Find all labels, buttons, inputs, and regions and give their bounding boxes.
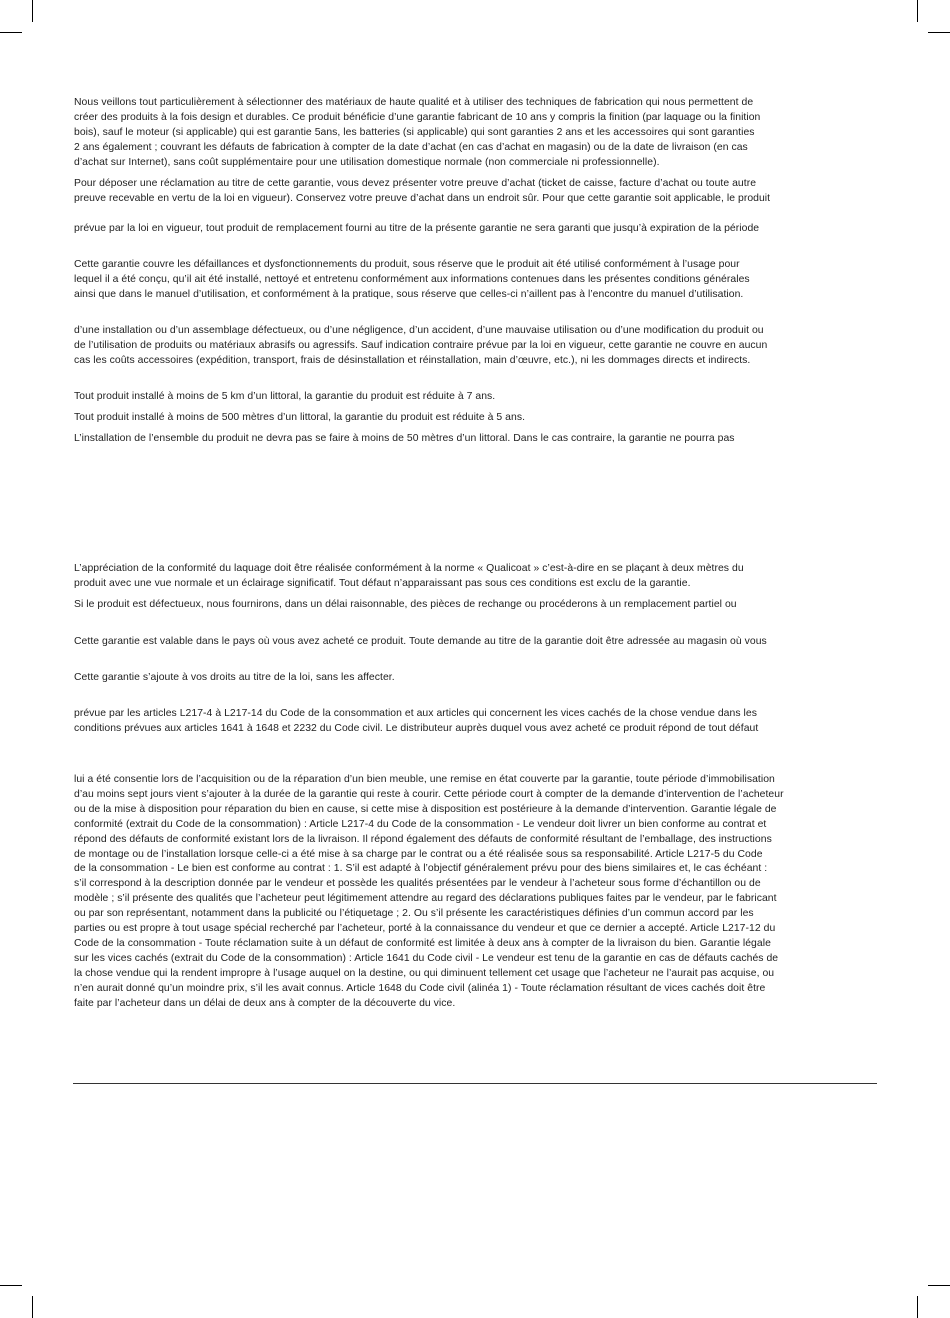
paragraph-line: conformité (extrait du Code de la consommation) : Article L217-4 du Code de la consommation - Le vendeur doit livrer un bien conforme au contrat et [74, 818, 767, 830]
paragraph [74, 324, 880, 369]
paragraph-line: d’achat sur Internet), sans coût supplémentaire pour une utilisation domestique normale (non commerciale ni professionnelle). [74, 156, 660, 168]
paragraph-line: d’au moins sept jours vient s’ajouter à la durée de la garantie qui reste à courir. Cette période court à compter de la demande d’intervention de l’acheteur [74, 788, 784, 800]
paragraph-line: Nous veillons tout particulièrement à sélectionner des matériaux de haute qualité et à utiliser des techniques de fabrication qui nous permettent de [74, 97, 754, 108]
paragraph [74, 222, 880, 237]
paragraph-line: Pour déposer une réclamation au titre de cette garantie, vous devez présenter votre preuve d’achat (ticket de caisse, facture d’achat ou toute autre [74, 178, 757, 189]
footer-rule [73, 1083, 877, 1084]
paragraph-line: répond des défauts de conformité existant lors de la livraison. Il répond également des défauts de conformité résultant de l’emballage, des instructions [74, 833, 772, 845]
crop-mark [917, 1296, 918, 1318]
paragraph-line: 2 ans également ; couvrant les défauts de fabrication à compter de la date d’achat (en cas d’achat en magasin) ou de la date de livraison (en cas [74, 141, 748, 153]
paragraph-line: Si le produit est défectueux, nous fournirons, dans un délai raisonnable, des pièces de rechange ou procéderons à un remplacement partiel ou [74, 599, 737, 610]
paragraph-line: Cette garantie s’ajoute à vos droits au titre de la loi, sans les affecter. [74, 672, 395, 683]
paragraph-line: la chose vendue qui la rendent impropre à l’usage auquel on la destine, ou qui diminuent tellement cet usage que l’acheteur ne l’aurait pas acquise, ou [74, 967, 775, 979]
paragraph-line: parties ou est propre à tout usage spécial recherché par l’acheteur, porté à la connaissance du vendeur et que ce dernier a accepté. Article L217-12 du [74, 923, 776, 935]
paragraph [74, 96, 880, 171]
paragraph-line: modèle ; s’il présente des qualités que l’acheteur peut légitimement attendre au regard des déclarations publiques faites par le vendeur, par le fabricant [74, 893, 777, 905]
crop-mark [32, 1296, 33, 1318]
paragraph-line: sur les vices cachés (extrait du Code de la consommation) : Article 1641 du Code civil - Le vendeur est tenu de la garantie en cas de défauts cachés de [74, 952, 779, 964]
paragraph-line: cas les coûts accessoires (expédition, transport, frais de désinstallation et réinstallation, main d’œuvre, etc.), ni les dommages directs et indirects. [74, 354, 751, 366]
paragraph [74, 707, 880, 737]
paragraph [74, 773, 880, 1012]
paragraph [74, 562, 880, 592]
crop-mark [928, 32, 950, 33]
paragraph [74, 635, 880, 650]
crop-mark [32, 0, 33, 22]
crop-mark [928, 1285, 950, 1286]
paragraph [74, 258, 880, 303]
paragraph-line: ainsi que dans le manuel d’utilisation, et conformément à la pratique, sous réserve que celles-ci n’aillent pas à l’encontre du manuel d’utilisation. [74, 288, 744, 300]
paragraph-line: Tout produit installé à moins de 5 km d’un littoral, la garantie du produit est réduite à 7 ans. [74, 391, 496, 402]
paragraph-line: prévue par la loi en vigueur, tout produit de remplacement fourni au titre de la présente garantie ne sera garanti que jusqu’à expiration de la période [74, 223, 760, 234]
paragraph-line: Cette garantie est valable dans le pays où vous avez acheté ce produit. Toute demande au titre de la garantie doit être adressée au magasin où vous [74, 636, 767, 647]
paragraph-line: ou par son représentant, notamment dans la publicité ou l’étiquetage ; 2. Ou s’il présente les caractéristiques définies d’un commun accord par les [74, 908, 754, 920]
paragraph-line: de l’utilisation de produits ou matériaux abrasifs ou agressifs. Sauf indication contraire prévue par la loi en vigueur, cette garantie ne couvre en aucun [74, 339, 768, 351]
paragraph-line: créer des produits à la fois design et durables. Ce produit bénéficie d’une garantie fabricant de 10 ans y compris la finition (par laquage ou la finition [74, 111, 761, 123]
paragraph-line: bois), sauf le moteur (si applicable) qui est garantie 5ans, les batteries (si applicable) qui sont garanties 2 ans et les accessoires qui sont garanties [74, 126, 755, 138]
paragraph-line: d’une installation ou d’un assemblage défectueux, ou d’une négligence, d’un accident, d’une mauvaise utilisation ou d’une modification du produit ou [74, 325, 764, 336]
paragraph [74, 390, 880, 405]
paragraph-line: de montage ou de l’installation lorsque celle-ci a été mise à sa charge par le contrat ou a été réalisée sous sa responsabilité. Article L217-5 du Code [74, 848, 763, 860]
paragraph-line: produit avec une vue normale et un éclairage significatif. Tout défaut n’apparaissant pas sous ces conditions est exclu de la garantie. [74, 577, 691, 589]
paragraph-line: prévue par les articles L217-4 à L217-14 du Code de la consommation et aux articles qui concernent les vices cachés de la chose vendue dans les [74, 708, 757, 719]
paragraph-line: preuve recevable en vertu de la loi en vigueur). Conservez votre preuve d’achat dans un endroit sûr. Pour que cette garantie soit applicable, le produit [74, 192, 771, 204]
paragraph [74, 671, 880, 686]
paragraph-line: de la consommation - Le bien est conforme au contrat : 1. S’il est adapté à l’objectif généralement prévu pour des biens similaires et, le cas échéant : [74, 863, 768, 875]
crop-mark [917, 0, 918, 22]
paragraph [74, 177, 880, 207]
paragraph-line: Cette garantie couvre les défaillances et dysfonctionnements du produit, sous réserve que le produit ait été utilisé conformément à l’usage pour [74, 259, 740, 270]
crop-mark [0, 32, 22, 33]
paragraph-line: faite par l’acheteur dans un délai de deux ans à compter de la découverte du vice. [74, 997, 456, 1009]
crop-mark [0, 1285, 22, 1286]
paragraph-line: ou de la mise à disposition pour réparation du bien en cause, si cette mise à disposition est postérieure à la demande d’intervention. Garantie légale de [74, 803, 777, 815]
paragraph [74, 411, 880, 426]
paragraph-line: lequel il a été conçu, qu’il ait été installé, nettoyé et entretenu conformément aux informations contenues dans les présentes conditions générales [74, 273, 750, 285]
paragraph [74, 432, 880, 447]
paragraph-line: n’en aurait donné qu’un moindre prix, s’il les avait connus. Article 1648 du Code civil (alinéa 1) - Toute réclamation résultant de vices cachés doit être [74, 982, 766, 994]
paragraph-line: L’appréciation de la conformité du laquage doit être réalisée conformément à la norme « Qualicoat » c’est-à-dire en se plaçant à deux mètres du [74, 563, 744, 574]
paragraph-line: Code de la consommation - Toute réclamation suite à un défaut de conformité est limitée à deux ans à compter de la livraison du bien. Garantie légale [74, 937, 771, 949]
paragraph-line: conditions prévues aux articles 1641 à 1648 et 2232 du Code civil. Le distributeur auprès duquel vous avez acheté ce produit répond de tout défaut [74, 722, 759, 734]
paragraph-line: s’il correspond à la description donnée par le vendeur et possède les qualités présentées par le vendeur à l’acheteur sous forme d’échantillon ou de [74, 878, 761, 890]
paragraph-line: L’installation de l’ensemble du produit ne devra pas se faire à moins de 50 mètres d’un littoral. Dans le cas contraire, la garantie ne pourra pas [74, 433, 735, 444]
paragraph-line: Tout produit installé à moins de 500 mètres d’un littoral, la garantie du produit est réduite à 5 ans. [74, 412, 526, 423]
paragraph-line: lui a été consentie lors de l’acquisition ou de la réparation d’un bien meuble, une remise en état couverte par la garantie, toute période d’immobilisation [74, 774, 775, 785]
paragraph [74, 598, 880, 613]
